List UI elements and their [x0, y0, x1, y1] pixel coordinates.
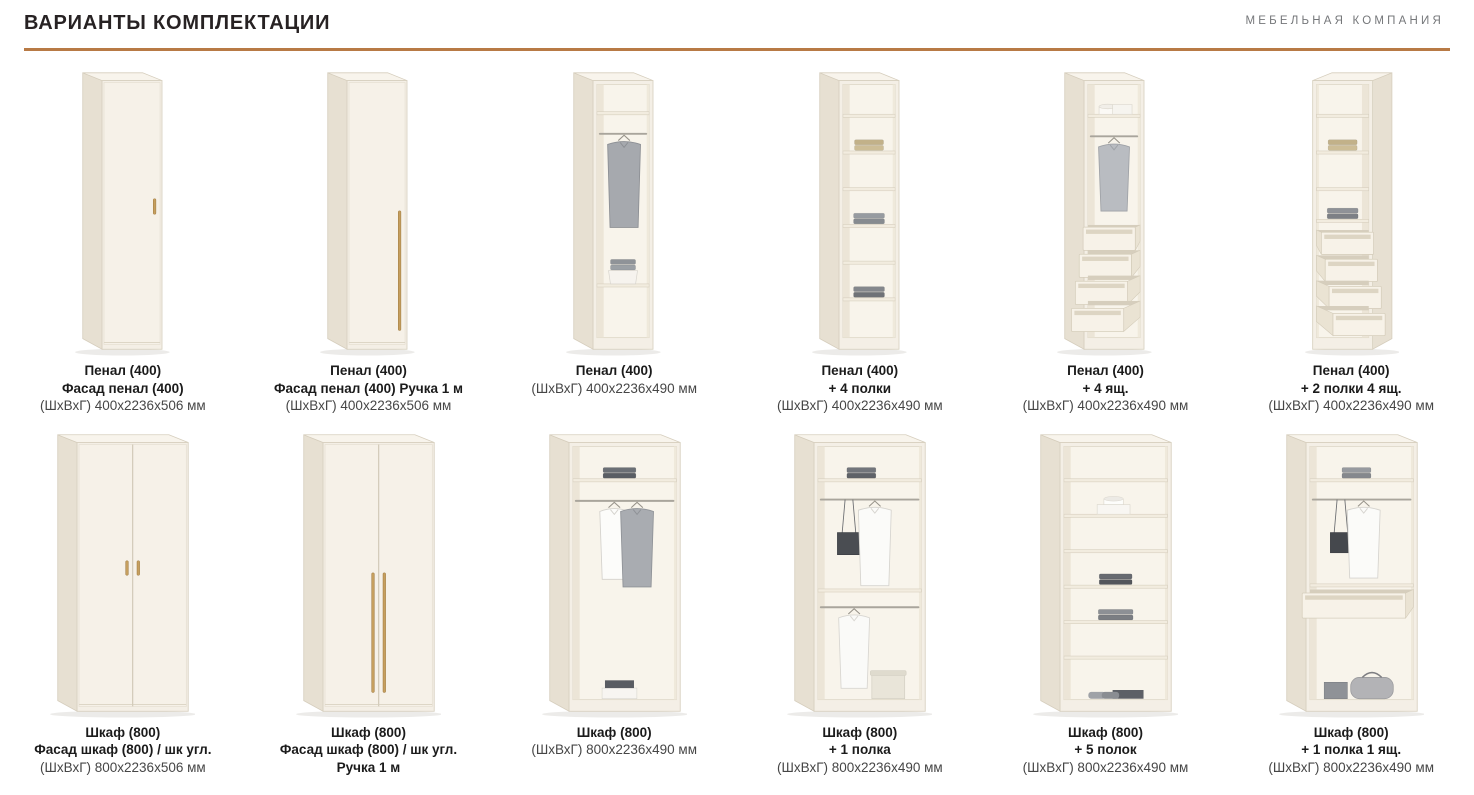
product-card-penal-open: [491, 65, 737, 415]
caption-line: Фасад пенал (400) Ручка 1 м: [273, 380, 464, 396]
caption-line: Пенал (400): [821, 363, 899, 378]
caption-line: Пенал (400): [330, 363, 407, 378]
caption-line: Фасад шкаф (800) / шк угл.: [279, 742, 458, 758]
caption-line: (ШхВхГ) 800х2236х506 мм: [39, 759, 206, 775]
caption-line: (ШхВхГ) 800х2236х490 мм: [776, 759, 943, 775]
cabinet-image: [1057, 65, 1154, 357]
product-caption: [34, 724, 211, 777]
product-caption: [1023, 362, 1189, 415]
cabinet-image: [1033, 427, 1178, 719]
caption-line: + 4 полки: [828, 380, 892, 396]
cabinet-image: [542, 427, 687, 719]
product-caption: [1268, 724, 1434, 777]
caption-line: + 2 полки 4 ящ.: [1300, 380, 1402, 396]
product-card-penal-fasad-handle-1m: [246, 65, 492, 415]
product-card-penal-2-shelves-4-drawers: [1228, 65, 1474, 415]
product-caption: [1268, 362, 1434, 415]
caption-line: (ШхВхГ) 400х2236х490 мм: [776, 398, 943, 414]
products-grid: [0, 65, 1474, 776]
product-caption: [777, 362, 943, 415]
caption-line: Фасад пенал (400): [61, 380, 184, 396]
cabinet-image: [566, 65, 663, 357]
caption-line: Пенал (400): [84, 363, 162, 378]
caption-line: + 5 полок: [1074, 742, 1137, 758]
caption-line: + 1 полка: [828, 742, 891, 758]
caption-line: (ШхВхГ) 400х2236х506 мм: [39, 398, 206, 414]
caption-line: Шкаф (800): [331, 724, 406, 740]
caption-line: (ШхВхГ) 400х2236х490 мм: [1268, 398, 1434, 414]
caption-line: + 4 ящ.: [1082, 380, 1129, 396]
caption-line: (ШхВхГ) 800х2236х490 мм: [531, 742, 697, 758]
product-caption: [280, 724, 457, 777]
caption-line: (ШхВхГ) 800х2236х490 мм: [1022, 759, 1189, 775]
product-card-penal-4-drawers: [983, 65, 1229, 415]
product-caption: [777, 724, 943, 777]
caption-line: Шкаф (800): [85, 724, 161, 740]
product-card-shkaf-fasad-handle-1m: [246, 427, 492, 777]
caption-line: Пенал (400): [1312, 363, 1390, 378]
product-card-shkaf-1-shelf-1-drawer: [1228, 427, 1474, 777]
caption-line: Шкаф (800): [576, 724, 652, 740]
product-card-shkaf-1-shelf: [737, 427, 983, 777]
cabinet-image: [320, 65, 417, 357]
brand-logo: МЕБЕЛЬНАЯ КОМПАНИЯ: [1245, 15, 1444, 27]
product-card-shkaf-fasad: [0, 427, 246, 777]
caption-line: (ШхВхГ) 400х2236х490 мм: [531, 380, 697, 396]
cabinet-image: [1303, 65, 1400, 357]
caption-line: Ручка 1 м: [336, 759, 401, 775]
cabinet-image: [1279, 427, 1424, 719]
caption-line: Пенал (400): [575, 363, 653, 378]
product-card-penal-4-shelves: [737, 65, 983, 415]
caption-line: Шкаф (800): [1313, 724, 1389, 740]
page-header: [0, 0, 1474, 35]
product-card-penal-fasad: [0, 65, 246, 415]
product-caption: [531, 362, 697, 397]
cabinet-image: [75, 65, 172, 357]
caption-line: (ШхВхГ) 400х2236х490 мм: [1022, 398, 1189, 414]
caption-line: Фасад шкаф (800) / шк угл.: [34, 742, 212, 758]
product-card-shkaf-open: [491, 427, 737, 777]
product-caption: [40, 362, 206, 415]
product-caption: [531, 724, 697, 759]
caption-line: Пенал (400): [1067, 363, 1144, 378]
cabinet-image: [296, 427, 441, 719]
caption-line: + 1 полка 1 ящ.: [1301, 742, 1402, 758]
caption-line: (ШхВхГ) 400х2236х506 мм: [285, 398, 452, 414]
cabinet-image: [812, 65, 909, 357]
caption-line: Шкаф (800): [822, 724, 898, 740]
product-caption: [274, 362, 463, 415]
caption-line: (ШхВхГ) 800х2236х490 мм: [1268, 759, 1434, 775]
cabinet-image: [50, 427, 195, 719]
caption-line: Шкаф (800): [1068, 724, 1143, 740]
divider-rule: [24, 48, 1450, 51]
cabinet-image: [787, 427, 932, 719]
product-card-shkaf-5-shelves: [983, 427, 1229, 777]
product-caption: [1023, 724, 1189, 777]
page-title: ВАРИАНТЫ КОМПЛЕКТАЦИИ: [24, 12, 331, 34]
